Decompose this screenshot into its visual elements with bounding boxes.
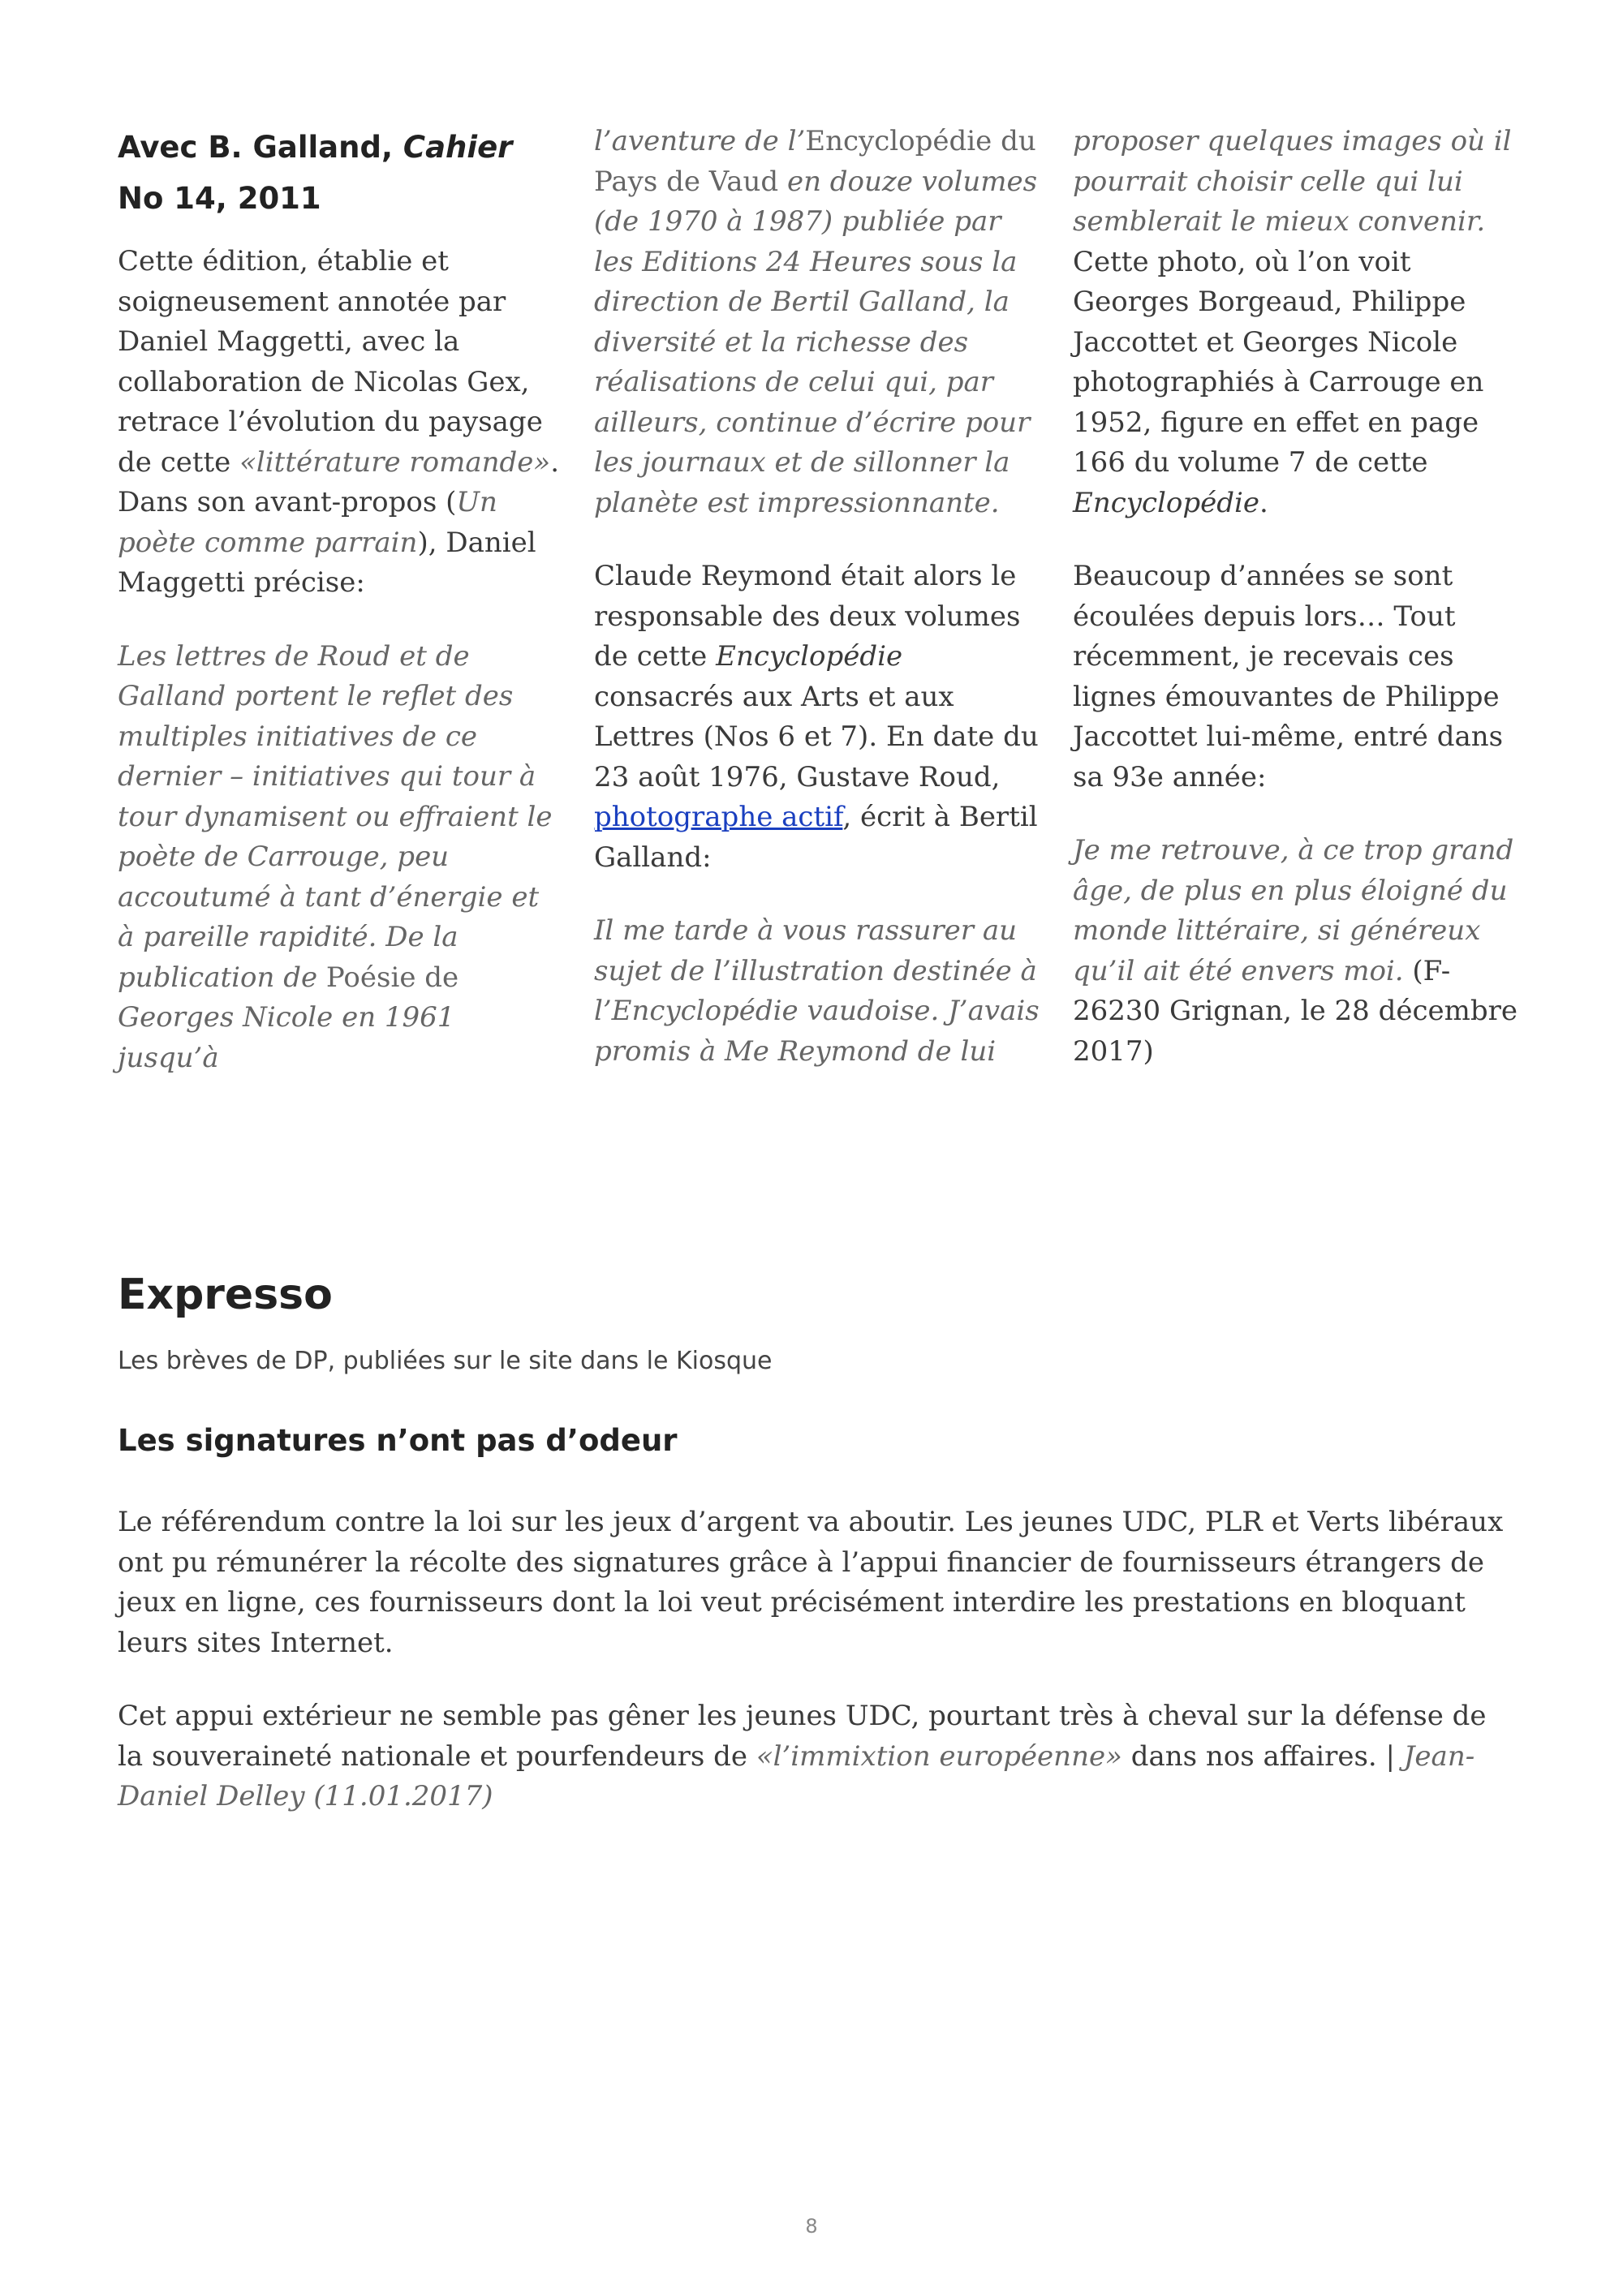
text: . Dans son avant-propos ( <box>118 445 560 518</box>
quote-text: proposer quelques images où il pourrait choisir celle qui lui semblerait le mieux convenir. <box>1073 125 1512 238</box>
body-paragraph <box>594 557 1040 878</box>
quote-text: Georges Nicole en 1961 jusqu’à <box>118 1001 455 1074</box>
italic-text: Encyclopédie <box>1073 486 1259 519</box>
quote-continued <box>594 122 1040 523</box>
section-subtitle: Les brèves de DP, publiées sur le site dans le Kiosque <box>118 1347 773 1375</box>
italic-text: Un poète comme parrain <box>118 486 497 559</box>
photographe-actif-link[interactable]: photographe actif <box>594 801 843 833</box>
text: dans nos affaires. | <box>1121 1739 1404 1773</box>
heading-text-tail: No 14, 2011 <box>118 181 321 216</box>
intro-paragraph <box>118 242 564 604</box>
column-heading <box>118 122 564 224</box>
text: Cette photo, où l’on voit Georges Borgeaud, Philippe Jaccottet et Georges Nicole photographiés à Carrouge en 1952, figure en effet en page 166 du volume 7 de cette <box>1073 245 1484 479</box>
quote-upright: Encyclopédie du Pays de Vaud <box>594 125 1036 198</box>
quote-text: Les lettres de Roud et de Galland portent le reflet des multiples initiatives de ce dernier – initiatives qui tour à tour dynamisent ou effraient le poète de Carrouge, peu accoutumé à tant d’énergie et à pareille rapidité. De la publication de <box>118 639 553 994</box>
section-title: Expresso <box>118 1271 333 1319</box>
quote-paragraph <box>1073 831 1519 1072</box>
quote-text: en douze volumes (de 1970 à 1987) publiée par les Editions 24 Heures sous la direction de Bertil Galland, la diversité et la richesse des réalisations de celui qui, par ailleurs, continue d’écrire pour les journaux et de sillonner la planète est impressionnante. <box>594 165 1038 519</box>
quote-text: l’aventure de l’ <box>594 125 806 157</box>
brief-title: Les signatures n’ont pas d’odeur <box>118 1423 678 1458</box>
author-byline: Jean-Daniel Delley (11.01.2017) <box>118 1739 1475 1812</box>
text: Cette édition, établie et soigneusement annotée par Daniel Maggetti, avec la collaboration de Nicolas Gex, retrace l’évolution du paysage de cette <box>118 245 543 479</box>
body-paragraph: Beaucoup d’années se sont écoulées depuis lors… Tout récemment, je recevais ces lignes émouvantes de Philippe Jaccottet lui-même, entré dans sa 93e année: <box>1073 560 1504 793</box>
brief-paragraph: Le référendum contre la loi sur les jeux d’argent va aboutir. Les jeunes UDC, PLR et Verts libéraux ont pu rémunérer la récolte des signatures grâce à l’appui financier de fournisseurs étrangers de jeux en ligne, ces fournisseurs dont la loi veut précisément interdire les prestations en bloquant leurs sites Internet. <box>118 1506 1504 1659</box>
quote-text: Je me retrouve, à ce trop grand âge, de plus en plus éloigné du monde littéraire, si généreux qu’il ait été envers moi. <box>1073 834 1514 987</box>
column-2 <box>594 122 1040 1105</box>
text: , écrit à Bertil Galland: <box>594 801 1038 874</box>
article-columns <box>118 122 1518 1095</box>
italic-text: «l’immixtion européenne» <box>756 1739 1122 1773</box>
italic-text: «littérature romande» <box>239 445 551 479</box>
text: ), Daniel Maggetti précise: <box>118 526 536 599</box>
heading-text: Avec B. Galland, <box>118 130 403 165</box>
text: Cet appui extérieur ne semble pas gêner les jeunes UDC, pourtant très à cheval sur la défense de la souveraineté nationale et pourfendeurs de <box>118 1700 1487 1773</box>
text: Claude Reymond était alors le responsable des deux volumes de cette <box>594 560 1021 673</box>
quote-paragraph: Il me tarde à vous rassurer au sujet de l’illustration destinée à l’Encyclopédie vaudoise. J’avais promis à Me Reymond de lui <box>594 914 1040 1068</box>
brief-body <box>118 1503 1512 1851</box>
mixed-paragraph <box>1073 122 1519 523</box>
text: . <box>1259 486 1268 519</box>
brief-paragraph <box>118 1696 1512 1817</box>
quote-upright: Poésie de <box>325 961 459 994</box>
quote-paragraph <box>118 637 564 1079</box>
quote-source: (F-26230 Grignan, le 28 décembre 2017) <box>1073 954 1518 1068</box>
text: consacrés aux Arts et aux Lettres (Nos 6 et 7). En date du 23 août 1976, Gustave Roud, <box>594 680 1039 793</box>
column-1 <box>118 122 564 1111</box>
italic-text: Encyclopédie <box>716 640 903 673</box>
column-3 <box>1073 122 1519 1105</box>
page-number: 8 <box>805 2215 818 2238</box>
heading-italic: Cahier <box>403 130 513 165</box>
